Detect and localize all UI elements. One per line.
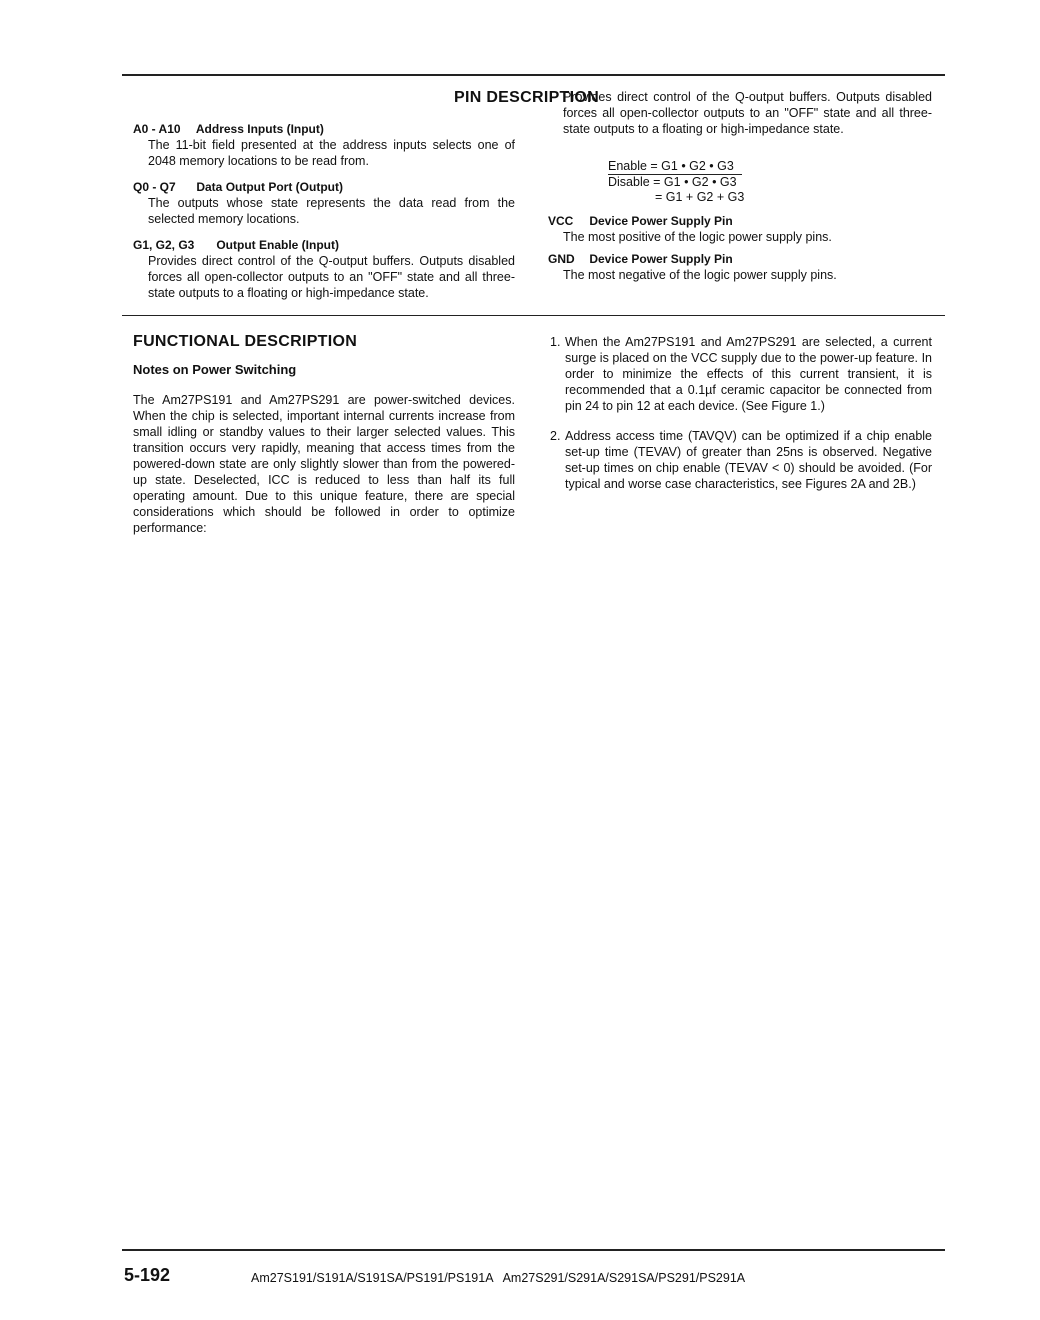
pin-name: Address Inputs (Input) xyxy=(195,122,324,136)
footer-part-numbers: Am27S191/S191A/S191SA/PS191/PS191A Am27S291/S291A/S291SA/PS291/PS291A xyxy=(251,1271,746,1285)
pin-gnd xyxy=(548,251,932,283)
pin-text-continuation: Provides direct control of the Q-output buffers. Outputs disabled forces all open-collector outputs to an "OFF" state and all three-state outputs to a floating or high-impedance state. xyxy=(563,90,932,136)
pin-name: Device Power Supply Pin xyxy=(589,252,733,266)
pin-description-title: PIN DESCRIPTION xyxy=(454,89,599,106)
functional-paragraph: The Am27PS191 and Am27PS291 are power-switched devices. When the chip is selected, important internal currents increase from small idling or standby values to their larger selected values. This transition occurs very rapidly, meaning that access times from the powered-down state are only slightly slower than from the powered-up state. Deselected, ICC is reduced to less than half its full operating amount. Due to this unique feature, there are special considerations which should be followed in order to optimize performance: xyxy=(133,393,515,535)
disable-equation: Disable = G1 • G2 • G3 xyxy=(608,175,737,189)
pin-vcc xyxy=(548,213,932,245)
pin-symbol: A0 - A10 xyxy=(133,122,181,136)
list-item xyxy=(550,334,932,414)
functional-subtitle: Notes on Power Switching xyxy=(133,362,297,377)
bottom-rule xyxy=(122,1249,945,1251)
pin-name: Data Output Port (Output) xyxy=(196,180,343,194)
pin-column-right xyxy=(548,90,932,293)
pin-symbol: GND xyxy=(548,252,575,266)
pin-text: The most negative of the logic power supply pins. xyxy=(563,268,837,282)
pin-data-output xyxy=(133,179,515,227)
pin-text-continued xyxy=(548,90,932,153)
enable-equation: Enable = G1 • G2 • G3 xyxy=(608,159,742,175)
top-rule xyxy=(122,74,945,76)
pin-name: Output Enable (Input) xyxy=(216,238,339,252)
item-number: 1. xyxy=(550,335,561,349)
functional-list xyxy=(550,334,932,506)
pin-output-enable xyxy=(133,237,515,300)
page-number: 5-192 xyxy=(124,1265,171,1285)
pin-text: The most positive of the logic power supply pins. xyxy=(563,230,832,244)
pin-text: Provides direct control of the Q-output buffers. Outputs disabled forces all open-collector outputs to an "OFF" state and all three-state outputs to a floating or high-impedance state. xyxy=(148,254,515,300)
section-rule xyxy=(122,315,945,316)
item-number: 2. xyxy=(550,429,561,443)
pin-address xyxy=(133,121,515,169)
item-text: When the Am27PS191 and Am27PS291 are selected, a current surge is placed on the VCC supply due to the power-up feature. In order to minimize the effects of this current transient, it is recommended that a 0.1µf ceramic capacitor be connected from pin 24 to pin 12 at each device. (See Figure 1.) xyxy=(565,335,932,413)
pin-text: The outputs whose state represents the data read from the selected memory locations. xyxy=(148,196,515,226)
pin-symbol: VCC xyxy=(548,214,574,228)
pin-name: Device Power Supply Pin xyxy=(589,214,733,228)
item-text: Address access time (TAVQV) can be optimized if a chip enable set-up time (TEVAV) of greater than 25ns is observed. Negative set-up times on chip enable (TEVAV < 0) should be avoided. (For typical and worse case characteristics, see Figures 2A and 2B.) xyxy=(565,429,932,491)
disable-equation-2: = G1 + G2 + G3 xyxy=(655,190,745,204)
enable-equations xyxy=(608,159,932,205)
pin-symbol: Q0 - Q7 xyxy=(133,180,176,194)
pin-text: The 11-bit field presented at the address inputs selects one of 2048 memory locations to be read from. xyxy=(148,138,515,168)
list-item xyxy=(550,428,932,492)
functional-description-title: FUNCTIONAL DESCRIPTION xyxy=(133,333,358,350)
pin-column-left xyxy=(133,121,515,300)
pin-symbol: G1, G2, G3 xyxy=(133,238,195,252)
